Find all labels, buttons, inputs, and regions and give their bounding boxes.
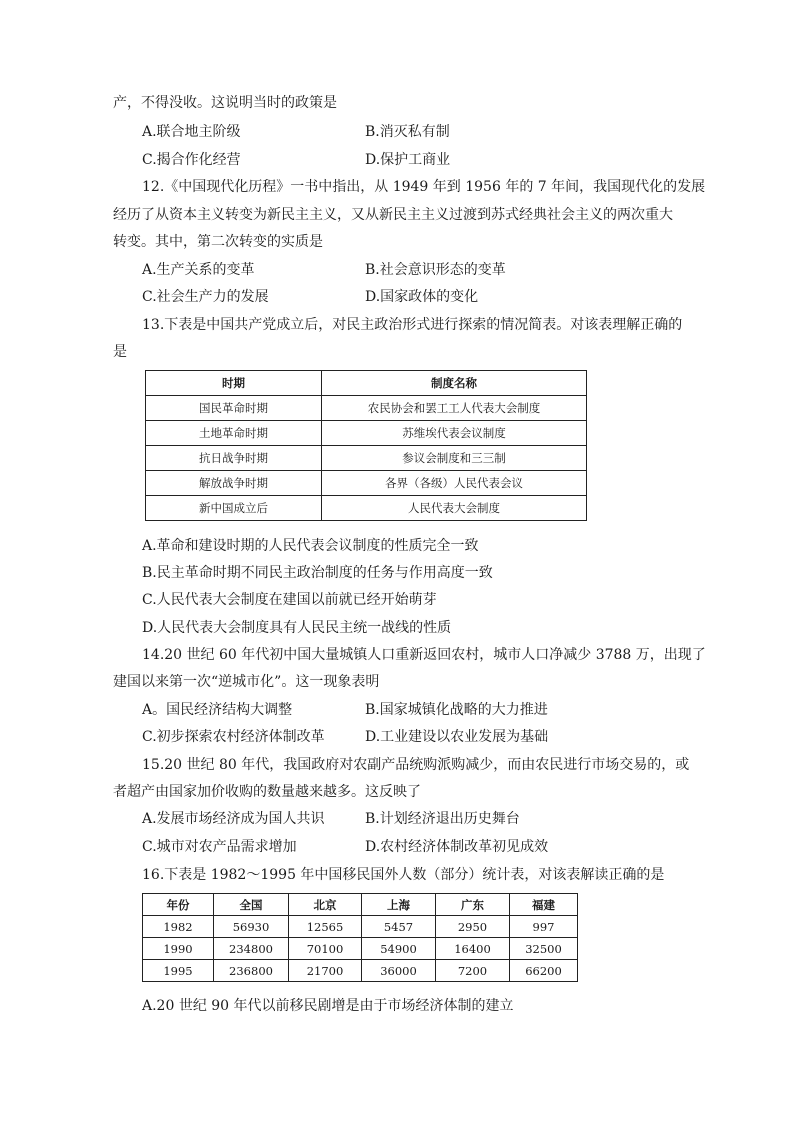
q11-option-c[interactable]: C.揭合作化经营 xyxy=(142,152,241,168)
q16-cell: 32500 xyxy=(510,938,578,960)
table-row xyxy=(143,916,578,938)
q16-header: 北京 xyxy=(289,894,362,916)
q15-text-line2: 者超产由国家加价收购的数量越来越多。这反映了 xyxy=(113,784,421,800)
q16-cell: 236800 xyxy=(214,960,289,982)
q13-header-system: 制度名称 xyxy=(322,371,587,396)
q16-table xyxy=(142,893,578,982)
q13-cell: 各界（各级）人民代表会议 xyxy=(322,471,587,496)
q13-option-a[interactable]: A.革命和建设时期的人民代表会议制度的性质完全一致 xyxy=(142,538,479,554)
q16-cell: 16400 xyxy=(436,938,510,960)
q16-cell: 12565 xyxy=(289,916,362,938)
q14-option-c[interactable]: C.初步探索农村经济体制改革 xyxy=(142,729,325,745)
q16-cell: 54900 xyxy=(362,938,436,960)
q13-cell: 国民革命时期 xyxy=(146,396,322,421)
q15-option-a[interactable]: A.发展市场经济成为国人共识 xyxy=(142,811,325,827)
q16-cell: 997 xyxy=(510,916,578,938)
q16-header: 全国 xyxy=(214,894,289,916)
q16-cell: 2950 xyxy=(436,916,510,938)
q15-option-b[interactable]: B.计划经济退出历史舞台 xyxy=(365,811,520,827)
q13-cell: 人民代表大会制度 xyxy=(322,496,587,521)
q12-option-b[interactable]: B.社会意识形态的变革 xyxy=(365,262,506,278)
q12-option-d[interactable]: D.国家政体的变化 xyxy=(365,289,479,305)
q16-cell: 21700 xyxy=(289,960,362,982)
q12-text-line1: 12.《中国现代化历程》一书中指出，从 1949 年到 1956 年的 7 年间，我国现代化的发展 xyxy=(142,179,706,195)
q16-cell: 66200 xyxy=(510,960,578,982)
table-row xyxy=(143,960,578,982)
q13-table xyxy=(145,370,587,521)
q16-header: 上海 xyxy=(362,894,436,916)
q11-option-d[interactable]: D.保护工商业 xyxy=(365,152,451,168)
q12-text-line3: 转变。其中，第二次转变的实质是 xyxy=(113,234,323,250)
q15-text-line1: 15.20 世纪 80 年代，我国政府对农副产品统购派购减少，而由农民进行市场交易的，或 xyxy=(142,757,690,773)
q13-cell: 新中国成立后 xyxy=(146,496,322,521)
q14-option-b[interactable]: B.国家城镇化战略的大力推进 xyxy=(365,702,548,718)
q13-cell: 土地革命时期 xyxy=(146,421,322,446)
table-row xyxy=(143,938,578,960)
q12-option-c[interactable]: C.社会生产力的发展 xyxy=(142,289,269,305)
q16-cell: 56930 xyxy=(214,916,289,938)
q13-option-c[interactable]: C.人民代表大会制度在建国以前就已经开始萌芽 xyxy=(142,592,437,608)
q16-cell: 1995 xyxy=(143,960,214,982)
q14-text-line2: 建国以来第一次“逆城市化”。这一现象表明 xyxy=(113,674,380,690)
q16-header: 广东 xyxy=(436,894,510,916)
q13-text-line1: 13.下表是中国共产党成立后，对民主政治形式进行探索的情况简表。对该表理解正确的 xyxy=(142,317,683,333)
q16-header: 年份 xyxy=(143,894,214,916)
q13-cell: 解放战争时期 xyxy=(146,471,322,496)
table-row xyxy=(146,396,587,421)
q13-option-b[interactable]: B.民主革命时期不同民主政治制度的任务与作用高度一致 xyxy=(142,565,493,581)
q16-cell: 36000 xyxy=(362,960,436,982)
q15-option-d[interactable]: D.农村经济体制改革初见成效 xyxy=(365,839,549,855)
q16-cell: 1990 xyxy=(143,938,214,960)
q11-text: 产，不得没收。这说明当时的政策是 xyxy=(113,95,337,111)
q13-option-d[interactable]: D.人民代表大会制度具有人民民主统一战线的性质 xyxy=(142,620,452,636)
q16-header: 福建 xyxy=(510,894,578,916)
q16-cell: 234800 xyxy=(214,938,289,960)
q12-option-a[interactable]: A.生产关系的变革 xyxy=(142,262,255,278)
q14-option-d[interactable]: D.工业建设以农业发展为基础 xyxy=(365,729,549,745)
table-row xyxy=(146,496,587,521)
q13-cell: 参议会制度和三三制 xyxy=(322,446,587,471)
q14-option-a[interactable]: A。国民经济结构大调整 xyxy=(142,702,293,718)
table-row xyxy=(146,446,587,471)
q13-header-period: 时期 xyxy=(146,371,322,396)
q16-option-a[interactable]: A.20 世纪 90 年代以前移民剧增是由于市场经济体制的建立 xyxy=(142,998,514,1014)
q16-cell: 5457 xyxy=(362,916,436,938)
q16-cell: 7200 xyxy=(436,960,510,982)
q11-option-b[interactable]: B.消灭私有制 xyxy=(365,124,450,140)
q16-cell: 70100 xyxy=(289,938,362,960)
q15-option-c[interactable]: C.城市对农产品需求增加 xyxy=(142,839,297,855)
q16-text-line1: 16.下表是 1982～1995 年中国移民国外人数（部分）统计表，对该表解读正确的是 xyxy=(142,867,665,883)
table-row xyxy=(146,421,587,446)
q13-cell: 农民协会和罢工工人代表大会制度 xyxy=(322,396,587,421)
table-row xyxy=(146,471,587,496)
q11-option-a[interactable]: A.联合地主阶级 xyxy=(142,124,241,140)
q14-text-line1: 14.20 世纪 60 年代初中国大量城镇人口重新返回农村，城市人口净减少 3788 万，出现了 xyxy=(142,647,706,663)
q13-text-line2: 是 xyxy=(113,344,127,360)
q12-text-line2: 经历了从资本主义转变为新民主主义，又从新民主主义过渡到苏式经典社会主义的两次重大 xyxy=(113,207,673,223)
q16-cell: 1982 xyxy=(143,916,214,938)
q13-cell: 苏维埃代表会议制度 xyxy=(322,421,587,446)
q13-cell: 抗日战争时期 xyxy=(146,446,322,471)
